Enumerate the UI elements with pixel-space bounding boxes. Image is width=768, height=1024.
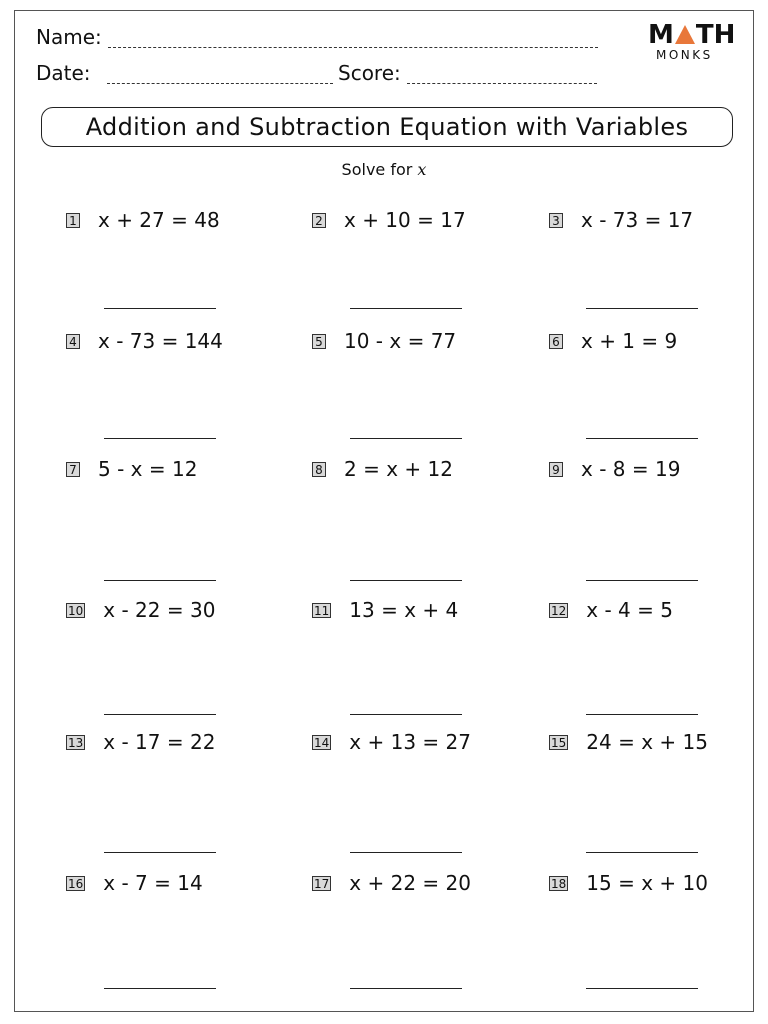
problem-number: 11 [314, 603, 330, 618]
date-row [36, 62, 333, 84]
problem-17 [312, 871, 471, 895]
equation: x - 7 = 14 [103, 871, 203, 895]
answer-line[interactable] [350, 438, 462, 439]
problem-4 [66, 329, 223, 353]
problem-number: 2 [312, 213, 326, 228]
problem-11 [312, 598, 458, 622]
problem-18 [549, 871, 708, 895]
answer-line[interactable] [350, 988, 462, 989]
problem-number: 4 [66, 334, 80, 349]
problem-10 [66, 598, 215, 622]
problem-number: 18 [551, 876, 567, 891]
score-field[interactable] [407, 65, 597, 84]
problem-14 [312, 730, 471, 754]
equation: x + 13 = 27 [349, 730, 471, 754]
problem-2 [312, 208, 466, 232]
problem-1 [66, 208, 220, 232]
problem-16 [66, 871, 203, 895]
equation: x + 27 = 48 [98, 208, 220, 232]
problem-number: 15 [551, 735, 567, 750]
name-row [36, 26, 598, 48]
problem-6 [549, 329, 677, 353]
answer-line[interactable] [586, 852, 698, 853]
name-label: Name: [36, 25, 102, 49]
equation: x + 1 = 9 [581, 329, 678, 353]
answer-line[interactable] [104, 988, 216, 989]
answer-line[interactable] [586, 714, 698, 715]
problem-15 [549, 730, 708, 754]
problem-7 [66, 457, 197, 481]
equation: x - 22 = 30 [103, 598, 216, 622]
problem-number: 10 [68, 603, 84, 618]
equation: x - 4 = 5 [586, 598, 673, 622]
math-monks-logo: M TH MONKS [648, 20, 736, 62]
answer-line[interactable] [104, 714, 216, 715]
answer-line[interactable] [350, 852, 462, 853]
answer-line[interactable] [350, 308, 462, 309]
problem-number: 17 [314, 876, 330, 891]
problem-12 [549, 598, 673, 622]
problem-number: 14 [314, 735, 330, 750]
answer-line[interactable] [586, 438, 698, 439]
answer-line[interactable] [104, 438, 216, 439]
equation: x + 10 = 17 [344, 208, 466, 232]
problem-number: 3 [549, 213, 563, 228]
problem-number: 7 [66, 462, 80, 477]
name-field[interactable] [108, 29, 598, 48]
score-label: Score: [338, 61, 401, 85]
problem-9 [549, 457, 680, 481]
answer-line[interactable] [586, 580, 698, 581]
instruction: Solve for x [341, 160, 427, 179]
date-label: Date: [36, 61, 91, 85]
answer-line[interactable] [350, 714, 462, 715]
problem-number: 8 [312, 462, 326, 477]
equation: 15 = x + 10 [586, 871, 708, 895]
equation: x - 73 = 144 [98, 329, 223, 353]
problem-number: 5 [312, 334, 326, 349]
problem-number: 12 [551, 603, 567, 618]
equation: 24 = x + 15 [586, 730, 708, 754]
equation: x - 8 = 19 [581, 457, 681, 481]
equation: 10 - x = 77 [344, 329, 457, 353]
logo-triangle-icon [675, 25, 695, 44]
problem-number: 6 [549, 334, 563, 349]
problem-number: 13 [68, 735, 84, 750]
equation: x + 22 = 20 [349, 871, 471, 895]
equation: 13 = x + 4 [349, 598, 459, 622]
problem-8 [312, 457, 453, 481]
equation: x - 73 = 17 [581, 208, 694, 232]
problem-3 [549, 208, 693, 232]
problem-number: 9 [549, 462, 563, 477]
equation: 2 = x + 12 [344, 457, 453, 481]
score-row [338, 62, 597, 84]
equation: x - 17 = 22 [103, 730, 216, 754]
problem-5 [312, 329, 456, 353]
problem-number: 1 [66, 213, 80, 228]
answer-line[interactable] [586, 988, 698, 989]
answer-line[interactable] [586, 308, 698, 309]
worksheet-title: Addition and Subtraction Equation with Variables [41, 107, 733, 147]
problem-number: 16 [68, 876, 84, 891]
equation: 5 - x = 12 [98, 457, 198, 481]
answer-line[interactable] [104, 852, 216, 853]
problem-13 [66, 730, 215, 754]
answer-line[interactable] [104, 580, 216, 581]
answer-line[interactable] [350, 580, 462, 581]
answer-line[interactable] [104, 308, 216, 309]
date-field[interactable] [107, 65, 333, 84]
